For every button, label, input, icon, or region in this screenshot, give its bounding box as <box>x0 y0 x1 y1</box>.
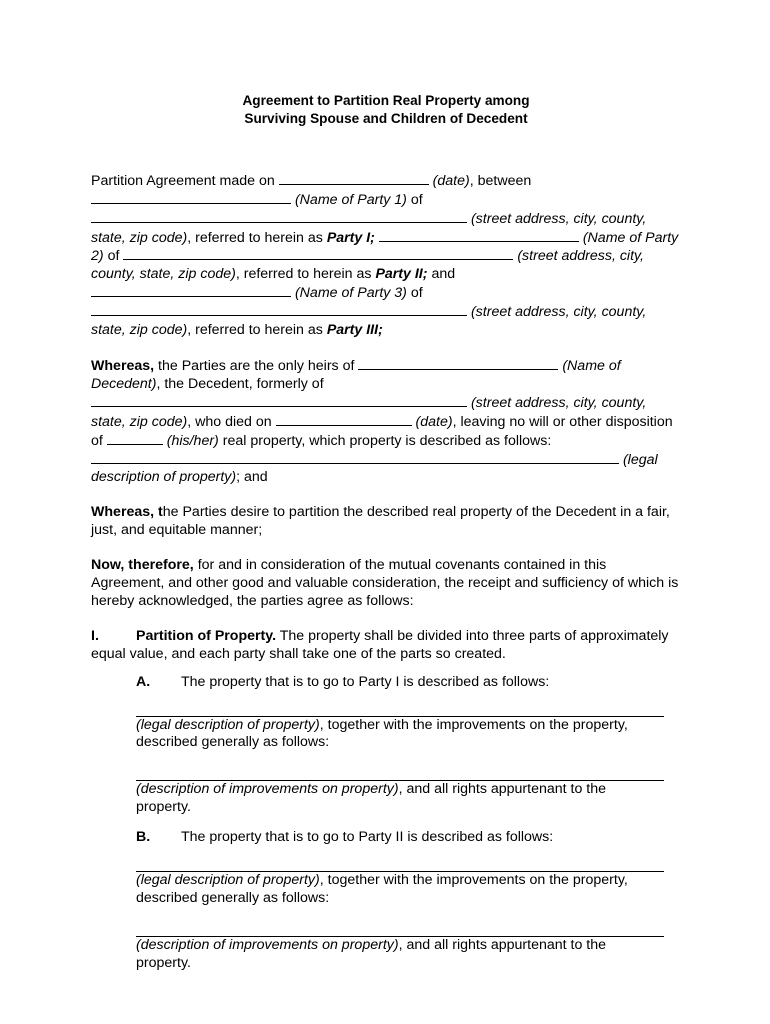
whereas1-text-4: , leaving no will or other disposition of <box>91 413 673 449</box>
subsection-a-text: The property that is to go to Party I is described as follows: <box>181 673 550 690</box>
legal-description-blank[interactable] <box>91 451 619 464</box>
party2-label: Party II; <box>375 266 428 283</box>
now-therefore-text: for and in consideration of the mutual covenants contained in this Agreement, and other good and valuable consideration, the receipt and sufficiency of which is hereby acknowledged, the parties agree as follows: <box>91 557 679 609</box>
now-therefore-paragraph <box>91 557 681 611</box>
subsection-a-letter: A. <box>136 673 151 690</box>
subsection-a-improvements-blank[interactable] <box>136 764 664 781</box>
intro-text: Partition Agreement made on <box>91 172 275 189</box>
subsection-b-improvements-hint: (description of improvements on property) <box>136 936 399 953</box>
whereas1-text-3: , who died on <box>187 413 272 430</box>
party3-name-blank[interactable] <box>91 284 291 297</box>
party1-name-hint: (Name of Party 1) <box>294 191 407 208</box>
subsection-a <box>136 674 664 818</box>
section-1-text: The property shall be divided into three parts of approximately equal value, and each party shall take one of the parts so created. <box>91 627 669 662</box>
of-text: of <box>410 191 423 208</box>
party3-address-blank[interactable] <box>91 303 467 316</box>
title-line-1: Agreement to Partition Real Property among <box>242 93 530 108</box>
subsection-a-legal-after: , together with the improvements on the property, described generally as follows: <box>136 716 628 751</box>
whereas2-text: he Parties desire to partition the described real property of the Decedent in a fair, just, and equitable manner; <box>91 504 670 539</box>
subsection-a-legal-hint: (legal description of property) <box>136 716 320 733</box>
party2-address-hint: (street address, city, county, state, zip code) <box>91 248 645 283</box>
party1-label: Party I; <box>326 229 375 246</box>
ref-text-1: , referred to herein as <box>187 229 323 246</box>
whereas1-text-2: , the Decedent, formerly of <box>156 375 324 392</box>
subsection-b-legal-after: , together with the improvements on the property, described generally as follows: <box>136 872 628 906</box>
subsection-b-improvements-blank[interactable] <box>136 920 664 937</box>
party3-label: Party III; <box>326 322 383 339</box>
ref-text-3: , referred to herein as <box>187 322 323 339</box>
of-text-2: of <box>107 248 120 265</box>
death-date-blank[interactable] <box>276 413 412 426</box>
intro-text-2: , between <box>469 172 532 189</box>
subsection-b-legal-blank[interactable] <box>136 855 664 872</box>
intro-paragraph <box>91 172 681 340</box>
section-1 <box>91 628 681 664</box>
legal-description-hint: (legal description of property) <box>91 451 658 486</box>
ref-text-2: , referred to herein as <box>235 266 372 283</box>
subsection-b-legal-hint: (legal description of property) <box>136 872 320 889</box>
date-blank[interactable] <box>279 172 429 185</box>
whereas1-text-5: real property, which property is described as follows: <box>222 432 552 449</box>
whereas1-text-6: ; and <box>236 469 268 486</box>
subsection-b-text: The property that is to go to Party II is described as follows: <box>181 829 554 846</box>
whereas-paragraph-2 <box>91 504 681 540</box>
document-title <box>91 92 681 128</box>
date-hint: (date) <box>432 172 470 189</box>
subsection-b-letter: B. <box>136 829 151 846</box>
decedent-address-blank[interactable] <box>91 394 467 407</box>
title-line-2: Surviving Spouse and Children of Decedent <box>244 110 528 126</box>
decedent-name-hint: (Name of Decedent) <box>91 357 621 392</box>
party2-name-blank[interactable] <box>379 229 579 242</box>
decedent-name-blank[interactable] <box>358 357 558 370</box>
subsection-a-improvements-hint: (description of improvements on property) <box>136 781 399 798</box>
party1-name-blank[interactable] <box>91 191 291 204</box>
decedent-address-hint: (street address, city, county, state, zip code) <box>91 394 647 430</box>
subsection-a-improvements-after: , and all rights appurtenant to the property. <box>136 781 607 816</box>
hisher-blank[interactable] <box>107 432 163 445</box>
of-text-3: of <box>410 285 423 302</box>
party3-address-hint: (street address, city, county, state, zip code) <box>91 304 647 339</box>
whereas-lead-1: Whereas, <box>91 357 155 374</box>
party2-name-hint: (Name of Party 2) <box>91 229 679 265</box>
whereas-lead-2: Whereas, t <box>91 504 163 521</box>
whereas-paragraph-1 <box>91 357 681 487</box>
now-therefore-lead: Now, therefore, <box>91 557 194 574</box>
document-page <box>91 92 681 985</box>
party2-address-blank[interactable] <box>123 247 513 260</box>
whereas1-text-1: the Parties are the only heirs of <box>158 357 355 374</box>
hisher-hint: (his/her) <box>166 432 219 449</box>
subsection-b-improvements-after: , and all rights appurtenant to the property. <box>136 936 607 971</box>
and-text: and <box>431 266 456 283</box>
subsection-a-legal-blank[interactable] <box>136 700 664 717</box>
subsection-b <box>136 829 664 973</box>
death-date-hint: (date) <box>415 413 453 430</box>
section-1-heading: Partition of Property. <box>136 627 277 644</box>
party1-address-blank[interactable] <box>91 210 467 223</box>
section-1-number: I. <box>91 627 99 644</box>
party3-name-hint: (Name of Party 3) <box>294 285 407 302</box>
party1-address-hint: (street address, city, county, state, zip code) <box>91 210 647 246</box>
